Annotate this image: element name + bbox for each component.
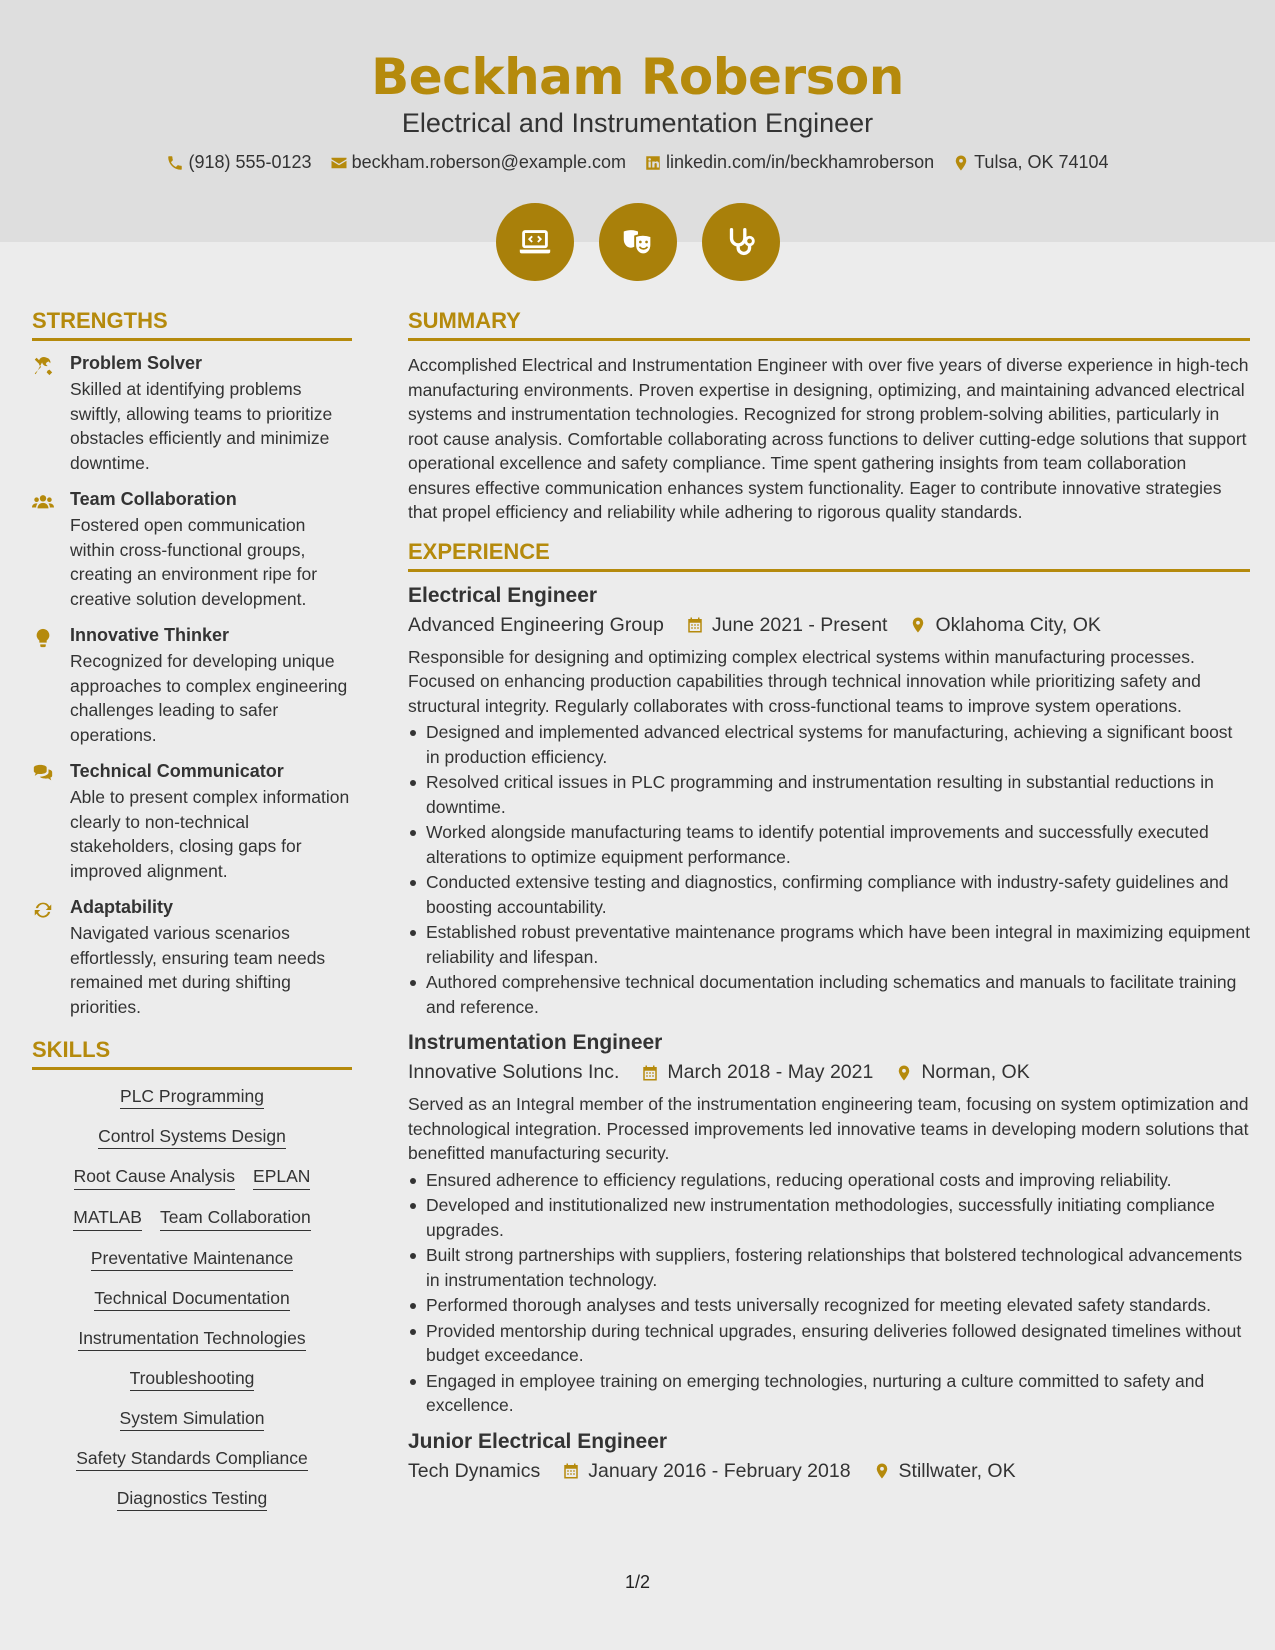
strength-item [32,489,352,611]
job-bullet: Provided mentorship during technical upgrades, ensuring deliveries followed designated timelines without budget exceedance. [408,1319,1250,1368]
contact-bar [0,152,1275,173]
job-description: Served as an Integral member of the instrumentation engineering team, focusing on system optimization and technological integration. Processed improvements led innovative teams in developing modern solutions that benefitted manufacturing security. [408,1094,1249,1163]
map-marker-icon [952,154,970,172]
summary-heading: SUMMARY [408,308,1250,341]
job-bullet: Designed and implemented advanced electrical systems for manufacturing, achieving a significant boost in production efficiency. [408,720,1250,769]
map-marker-icon [895,1064,913,1082]
strength-desc: Skilled at identifying problems swiftly, allowing teams to prioritize obstacles efficiently and minimize downtime. [70,379,333,473]
tools-icon [32,353,56,475]
strength-title: Team Collaboration [70,489,237,509]
right-column [408,308,1250,1495]
job-title: Instrumentation Engineer [408,1031,663,1054]
job-dates: January 2016 - February 2018 [588,1459,851,1482]
stethoscope-icon [702,203,780,281]
skill-tag: Diagnostics Testing [117,1488,267,1511]
calendar-icon [562,1462,580,1480]
contact-phone[interactable] [166,152,311,173]
job-bullet: Engaged in employee training on emerging technologies, nurturing a culture committed to safety and excellence. [408,1369,1250,1418]
left-column [32,308,352,1511]
job-title: Electrical Engineer [408,583,598,607]
job-location: Oklahoma City, OK [935,613,1101,636]
strength-title: Technical Communicator [70,761,284,781]
calendar-icon [686,616,704,634]
sync-icon [32,897,56,1019]
theater-masks-icon [599,203,677,281]
job-bullet: Authored comprehensive technical documentation including schematics and manuals to facilitate training and reference. [408,970,1250,1019]
job-bullets [408,1168,1250,1418]
job-entry [408,584,1250,1020]
candidate-name: Beckham Roberson [371,48,904,106]
contact-email[interactable] [330,152,626,173]
job-location: Stillwater, OK [898,1459,1016,1482]
skill-tag: MATLAB [73,1207,142,1231]
strength-item [32,897,352,1019]
job-bullet: Established robust preventative maintenance programs which have been integral in maximizing equipment reliability and lifespan. [408,920,1250,969]
envelope-icon [330,154,348,172]
strength-title: Problem Solver [70,353,203,373]
job-description: Responsible for designing and optimizing complex electrical systems within manufacturing processes. Focused on enhancing production capabilities through technical innovation while prioritizing safety and structural integrity. Regularly collaborates with cross-functional teams to improve system operations. [408,646,1201,716]
users-icon [32,489,56,611]
job-dates: June 2021 - Present [711,613,888,636]
skill-tag: Troubleshooting [130,1368,255,1391]
page-number: 1/2 [624,1572,651,1592]
map-marker-icon [873,1462,891,1480]
job-company: Innovative Solutions Inc. [408,1061,620,1083]
job-title: Junior Electrical Engineer [408,1429,668,1453]
contact-linkedin[interactable] [644,152,934,173]
lightbulb-icon [32,625,56,747]
strength-title: Innovative Thinker [70,625,230,645]
strength-title: Adaptability [70,897,174,917]
job-bullet: Developed and institutionalized new instrumentation methodologies, successfully initiating compliance upgrades. [408,1193,1250,1242]
job-company: Tech Dynamics [408,1459,541,1482]
map-marker-icon [909,616,927,634]
job-bullet: Resolved critical issues in PLC programming and instrumentation resulting in substantial reductions in downtime. [408,770,1250,819]
strength-item [32,353,352,475]
strength-desc: Able to present complex information clearly to non-technical stakeholders, closing gaps for improved alignment. [70,787,350,881]
linkedin-text: linkedin.com/in/beckhamroberson [665,152,935,172]
skills-heading: SKILLS [32,1037,352,1070]
skill-tag: Team Collaboration [160,1207,311,1231]
skill-tag: System Simulation [120,1408,265,1431]
job-bullet: Worked alongside manufacturing teams to identify potential improvements and successfully executed alterations to optimize equipment performance. [408,820,1250,869]
skill-tag: PLC Programming [120,1086,264,1109]
skill-tag: Root Cause Analysis [74,1166,235,1190]
job-bullet: Conducted extensive testing and diagnostics, confirming compliance with industry-safety guidelines and boosting accountability. [408,870,1250,919]
location-text: Tulsa, OK 74104 [974,152,1109,172]
job-bullets [408,720,1250,1019]
laptop-code-icon [496,203,574,281]
comments-icon [32,761,56,883]
strength-item [32,761,352,883]
skill-tag: Preventative Maintenance [91,1248,293,1271]
candidate-title: Electrical and Instrumentation Engineer [401,108,874,138]
job-location: Norman, OK [921,1061,1030,1083]
strength-item [32,625,352,747]
skill-tag: EPLAN [253,1166,310,1190]
job-meta [408,614,1250,637]
job-bullet: Built strong partnerships with suppliers, fostering relationships that bolstered technological advancements in instrumentation technology. [408,1243,1250,1292]
job-dates: March 2018 - May 2021 [667,1061,874,1083]
job-meta [408,1061,1250,1084]
skill-tag: Control Systems Design [98,1126,286,1149]
summary-text: Accomplished Electrical and Instrumentation Engineer with over five years of diverse experience in high-tech manufacturing environments. Proven expertise in designing, optimizing, and maintaining advanced electrical systems and instrumentation technologies. Recognized for strong problem-solving abilities, particularly in root cause analysis. Comfortable collaborating across functions to deliver cutting-edge solutions that support operational excellence and safety compliance. Time spent gathering insights from team collaboration ensures effective communication enhances system functionality. Eager to contribute innovative strategies that propel efficiency and reliability while adhering to rigorous quality standards. [408,355,1249,522]
skill-tag: Safety Standards Compliance [76,1448,308,1471]
strengths-heading: STRENGTHS [32,308,352,341]
phone-icon [166,154,184,172]
job-meta [408,1460,1250,1483]
interest-icons [0,203,1275,281]
job-entry [408,1430,1250,1483]
strength-desc: Recognized for developing unique approaches to complex engineering challenges leading to safer operations. [70,651,348,745]
phone-text: (918) 555-0123 [188,152,312,172]
email-text: beckham.roberson@example.com [351,152,626,172]
experience-heading: EXPERIENCE [408,539,1250,572]
skill-tag: Instrumentation Technologies [78,1328,305,1351]
strength-desc: Fostered open communication within cross-functional groups, creating an environment ripe for creative solution development. [70,515,318,609]
calendar-icon [641,1064,659,1082]
strength-desc: Navigated various scenarios effortlessly, ensuring team needs remained met during shifting priorities. [70,923,326,1017]
linkedin-icon [644,154,662,172]
job-bullet: Performed thorough analyses and tests universally recognized for meeting elevated safety standards. [408,1293,1250,1318]
job-bullet: Ensured adherence to efficiency regulations, reducing operational costs and improving reliability. [408,1168,1250,1193]
skill-tag: Technical Documentation [94,1288,290,1311]
job-company: Advanced Engineering Group [408,613,664,636]
contact-location [952,152,1108,173]
job-entry [408,1031,1250,1418]
skills-list [32,1082,352,1511]
